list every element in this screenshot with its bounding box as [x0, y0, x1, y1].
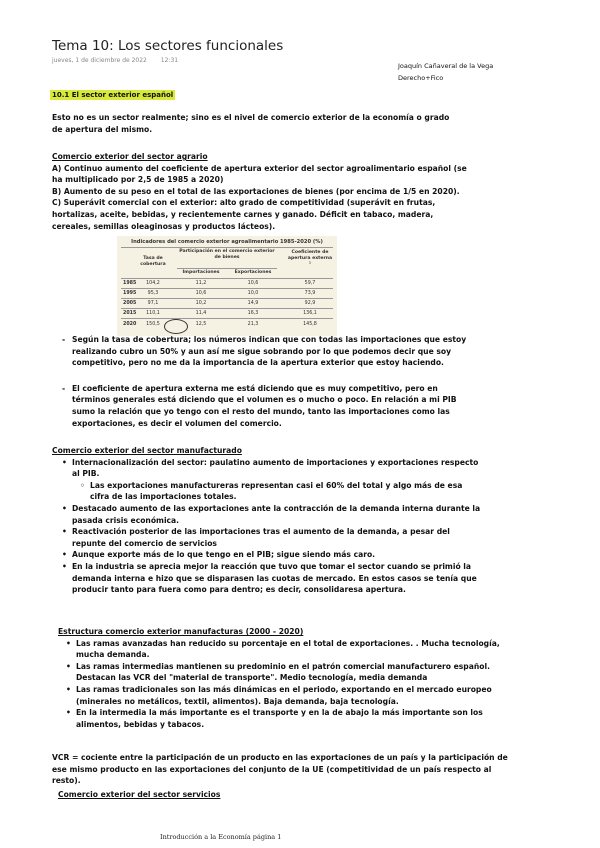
list-item: • Destacado aumento de las exportaciones ante la contracción de la demanda interna durante la pasada crisis económica.	[60, 503, 482, 526]
section-heading: 10.1 El sector exterior español	[52, 91, 174, 99]
list-item: • Internacionalización del sector: paulatino aumento de importaciones y exportaciones respecto al PIB.	[60, 457, 482, 480]
row-year: 1995	[123, 291, 137, 296]
page-footer: Introducción a la Economía página 1	[160, 833, 282, 841]
cell-tasa: 95,3	[147, 291, 159, 296]
agrario-heading: Comercio exterior del sector agrario	[52, 152, 208, 161]
col-participacion: Participación en el comercio exterior de bienes	[179, 249, 275, 260]
col-exportaciones: Exportaciones	[234, 270, 272, 275]
list-item: • En la industria se aprecia mejor la reacción que tuvo que tomar el sector cuando se primió la demanda interna e hizo que se disparasen las cuotas de mercado. En estos casos se tenía que producir tanto para fuera como para dentro; es decir, consolidaresa apertura.	[60, 561, 482, 596]
intro-paragraph: Esto no es un sector realmente; sino es el nivel de comercio exterior de la economía o grado de apertura del mismo.	[52, 113, 450, 134]
cell-coef: 136,1	[303, 311, 317, 316]
dash-list	[62, 334, 472, 429]
cell-imp: 10,2	[195, 301, 207, 306]
table-caption: Indicadores del comercio exterior agroalimentario 1985-2020 (%)	[131, 239, 323, 245]
cell-imp: 10,6	[195, 291, 207, 296]
manufacturado-block	[52, 445, 482, 596]
page-date	[52, 57, 178, 64]
cell-exp: 16,3	[247, 311, 259, 316]
col-importaciones: Importaciones	[182, 270, 220, 275]
manufacturado-heading: Comercio exterior del sector manufacturado	[52, 446, 242, 455]
cell-coef: 59,7	[304, 281, 316, 286]
list-item: • Reactivación posterior de las importaciones tras el aumento de la demanda, a pesar del repunte del comercio de servicios	[60, 526, 482, 549]
cell-exp: 10,6	[247, 281, 259, 286]
author-degree: Derecho+Fico	[398, 74, 444, 82]
col-coeficiente: Coeficiente de apertura externa ¹	[287, 250, 333, 267]
cell-tasa: 97,1	[147, 301, 159, 306]
estructura-block	[58, 626, 508, 730]
list-item: • Aunque exporte más de lo que tengo en el PIB; sigue siendo más caro.	[60, 549, 482, 561]
author-name: Joaquín Cañaveral de la Vega	[398, 62, 494, 70]
cell-imp: 11,2	[195, 281, 207, 286]
cell-tasa: 104,2	[146, 281, 160, 286]
cell-coef: 145,8	[303, 322, 317, 327]
cell-tasa: 150,5	[146, 322, 160, 327]
list-item: • Las ramas avanzadas han reducido su porcentaje en el total de exportaciones. . Mucha tecnología, mucha demanda.	[64, 638, 508, 661]
agrario-block	[52, 151, 472, 232]
list-item: • Las ramas tradicionales son las más dinámicas en el periodo, exportando en el mercado europeo (minerales no metálicos, textil, alimentos). Baja demanda, baja tecnología.	[64, 684, 508, 707]
author-block	[398, 60, 493, 84]
agrario-line-a: A) Continuo aumento del coeficiente de apertura exterior del sector agroalimentario español (se ha multiplicado por 2,5 de 1985 a 2020)	[52, 163, 467, 185]
row-year: 2005	[123, 301, 137, 306]
cell-exp: 21,3	[247, 322, 259, 327]
agrario-line-b: B) Aumento de su peso en el total de las exportaciones de bienes (por encima de 1/5 en 2020).	[52, 186, 460, 196]
list-subitem: ◦ Las exportaciones manufactureras representan casi el 60% del total y algo más de esa cifra de las importaciones totales.	[78, 480, 482, 503]
row-year: 2020	[123, 322, 137, 327]
col-tasa: Tasa de cobertura	[140, 256, 166, 267]
cell-imp: 12,5	[195, 322, 207, 327]
date-text: jueves, 1 de diciembre de 2022	[52, 57, 147, 64]
page-title: Tema 10: Los sectores funcionales	[52, 38, 284, 54]
servicios-heading: Comercio exterior del sector servicios	[58, 790, 221, 799]
time-text: 12:31	[160, 57, 179, 64]
agrario-line-c: C) Superávit comercial con el exterior: alto grado de competitividad (superávit en frutas, hortalizas, aceite, bebidas, y recientemente carnes y ganado. Déficit en tabaco, madera, cereales, semillas oleaginosas y productos lácteos).	[52, 198, 436, 231]
list-item: • Las ramas intermedias mantienen su predominio en el patrón comercial manufacturero español. Destacan las VCR del "material de transporte". Medio tecnología, media demanda	[64, 661, 508, 684]
list-item: • En la intermedia la más importante es el transporte y en la de abajo la más importante son los alimentos, bebidas y tabacos.	[64, 707, 508, 730]
row-year: 2015	[123, 311, 137, 316]
hand-drawn-circle	[164, 319, 188, 334]
cell-imp: 11,4	[195, 311, 207, 316]
dash-item: - El coeficiente de apertura externa me está diciendo que es muy competitivo, pero en términos generales está diciendo que el volumen es o mucho o poco. En relación a mi PIB sumo la relación que yo tengo con el resto del mundo, tanto las importaciones como las exportaciones, es decir el volumen del comercio.	[62, 383, 472, 429]
cell-coef: 92,9	[304, 301, 316, 306]
row-year: 1985	[123, 281, 137, 286]
cell-exp: 14,9	[247, 301, 259, 306]
dash-item: - Según la tasa de cobertura; los números indican que con todas las importaciones que estoy realizando cubro un 50% y aun así me sigue sobrando por lo que podemos decir que soy competitivo, pero no me da la importancia de la apertura exterior que estoy haciendo.	[62, 334, 472, 369]
vcr-definition: VCR = cociente entre la participación de un producto en las exportaciones de un país y la participación de ese mismo producto en las exportaciones del conjunto de la UE (competitividad de un país respecto al resto).	[52, 753, 508, 786]
cell-exp: 10,0	[247, 291, 259, 296]
agro-indicators-table	[117, 236, 337, 336]
estructura-heading: Estructura comercio exterior manufacturas (2000 - 2020)	[58, 627, 304, 636]
cell-tasa: 110,1	[146, 311, 160, 316]
cell-coef: 73,9	[304, 291, 316, 296]
